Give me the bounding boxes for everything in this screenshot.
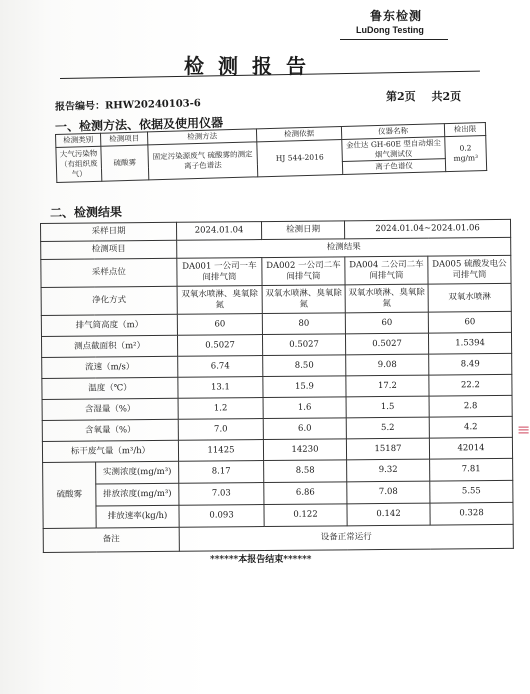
purify-cell: 双氧水喷淋、臭氧除氮 xyxy=(262,285,345,314)
pollutant-value: 0.328 xyxy=(430,502,513,525)
pollutant-value: 9.32 xyxy=(347,459,430,482)
methods-header-cell: 仪器名称 xyxy=(341,124,444,140)
report-title: 检测报告 xyxy=(184,54,320,78)
methods-header-cell: 检出限 xyxy=(444,122,485,136)
point-cell: DA004 二公司二车间排气筒 xyxy=(345,256,428,285)
pollutant-value: 5.55 xyxy=(430,480,513,503)
param-value: 2.8 xyxy=(429,395,512,417)
param-value: 5.2 xyxy=(346,417,429,439)
param-value: 1.5394 xyxy=(428,332,511,354)
param-label: 含氧量（%） xyxy=(42,419,178,441)
point-cell: DA002 一公司二车间排气筒 xyxy=(262,257,345,286)
section1-title: 一、检测方法、依据及使用仪器 xyxy=(54,115,224,134)
company-name-en: LuDong Testing xyxy=(356,25,424,35)
param-label: 排气筒高度（m） xyxy=(41,314,177,336)
pollutant-name: 硫酸雾 xyxy=(43,462,97,528)
method-basis: HJ 544-2016 xyxy=(257,139,343,177)
pollutant-value: 0.142 xyxy=(347,503,430,526)
company-name-cn: 鲁东检测 xyxy=(370,9,423,23)
method-category: 大气污染物（有组织废气） xyxy=(56,146,102,182)
end-note: ******本报告结束****** xyxy=(210,555,312,565)
sampling-date-label: 采样日期 xyxy=(41,222,177,241)
pollutant-value: 7.03 xyxy=(179,483,264,506)
methods-header-cell: 检测方法 xyxy=(147,129,256,145)
param-value: 15187 xyxy=(346,438,429,460)
report-number: 报告编号：RHW20240103-6 xyxy=(54,98,201,113)
pollutant-value: 0.122 xyxy=(264,504,347,527)
param-label: 温度（℃） xyxy=(42,377,178,399)
param-value: 6.74 xyxy=(178,356,263,378)
detection-limit: 0.2 mg/m³ xyxy=(445,135,487,171)
header-rule xyxy=(340,39,448,40)
param-label: 标干废气量（m³/h） xyxy=(42,440,178,462)
param-value: 8.50 xyxy=(263,355,346,377)
point-label: 采样点位 xyxy=(41,258,177,287)
purify-cell: 双氧水喷淋 xyxy=(428,283,511,312)
param-value: 1.5 xyxy=(346,396,429,418)
param-value: 22.2 xyxy=(429,374,512,396)
param-value: 14230 xyxy=(263,439,346,461)
param-value: 0.5027 xyxy=(262,334,345,356)
instrument-1: 金仕达 GH-60E 型自动烟尘烟气测试仪 xyxy=(342,136,446,161)
remark-text: 设备正常运行 xyxy=(179,524,513,551)
methods-header-cell: 检测依据 xyxy=(256,127,341,142)
point-row xyxy=(41,255,511,287)
pollutant-value: 0.093 xyxy=(179,505,264,528)
param-value: 8.49 xyxy=(429,353,512,375)
margin-mark: ≡ xyxy=(517,420,530,439)
param-label: 含湿量（%） xyxy=(42,398,178,420)
param-value: 11425 xyxy=(178,440,263,462)
sampling-date: 2024.01.04 xyxy=(176,222,261,241)
point-cell: DA005 硫酸发电公司排气筒 xyxy=(428,255,511,284)
section2-title: 二、检测结果 xyxy=(49,204,123,220)
test-date: 2024.01.04~2024.01.06 xyxy=(344,219,510,238)
param-value: 42014 xyxy=(429,437,512,459)
pollutant-label: 排放速率(kg/h) xyxy=(96,505,179,528)
pollutant-value: 8.17 xyxy=(179,461,264,484)
pollutant-value: 6.86 xyxy=(264,482,347,505)
results-table xyxy=(40,219,514,553)
pollutant-value: 7.81 xyxy=(430,458,513,481)
param-value: 13.1 xyxy=(178,377,263,399)
param-value: 17.2 xyxy=(346,375,429,397)
method-name: 固定污染源废气 硫酸雾的测定 离子色谱法 xyxy=(148,142,258,180)
page-info: 第2页 共2页 xyxy=(386,90,462,103)
purify-cell: 双氧水喷淋、臭氧除氮 xyxy=(177,286,262,315)
param-value: 6.0 xyxy=(263,418,346,440)
remark-row xyxy=(43,524,513,552)
method-item: 硫酸雾 xyxy=(101,145,149,182)
item-label: 检测项目 xyxy=(41,240,177,259)
param-value: 15.9 xyxy=(263,376,346,398)
pollutant-value: 7.08 xyxy=(347,481,430,504)
pollutant-label: 排放浓度(mg/m³) xyxy=(96,483,179,506)
param-value: 9.08 xyxy=(346,354,429,376)
purify-row xyxy=(41,283,511,315)
param-value: 1.2 xyxy=(178,398,263,420)
param-value: 7.0 xyxy=(178,419,263,441)
param-value: 0.5027 xyxy=(177,335,262,357)
methods-header-cell: 检测类别 xyxy=(56,133,101,147)
param-value: 60 xyxy=(177,314,262,336)
point-cell: DA001 一公司一车间排气筒 xyxy=(177,258,262,287)
param-value: 60 xyxy=(345,312,428,334)
param-label: 测点截面积（m²） xyxy=(41,335,177,357)
methods-header-cell: 检测项目 xyxy=(100,132,147,146)
purify-cell: 双氧水喷淋、臭氧除氮 xyxy=(345,284,428,313)
purify-label: 净化方式 xyxy=(41,286,177,315)
pollutant-label: 实测浓度(mg/m³) xyxy=(96,461,179,484)
param-value: 0.5027 xyxy=(345,333,428,355)
param-value: 4.2 xyxy=(429,416,512,438)
pollutant-value: 8.58 xyxy=(264,460,347,483)
param-value: 60 xyxy=(428,311,511,333)
test-date-label: 检测日期 xyxy=(261,221,344,240)
instrument-2: 离子色谱仪 xyxy=(342,159,445,175)
param-label: 流速（m/s） xyxy=(42,356,178,378)
result-label: 检测结果 xyxy=(177,237,511,258)
param-value: 80 xyxy=(262,313,345,335)
param-value: 1.6 xyxy=(263,397,346,419)
remark-label: 备注 xyxy=(43,527,179,552)
